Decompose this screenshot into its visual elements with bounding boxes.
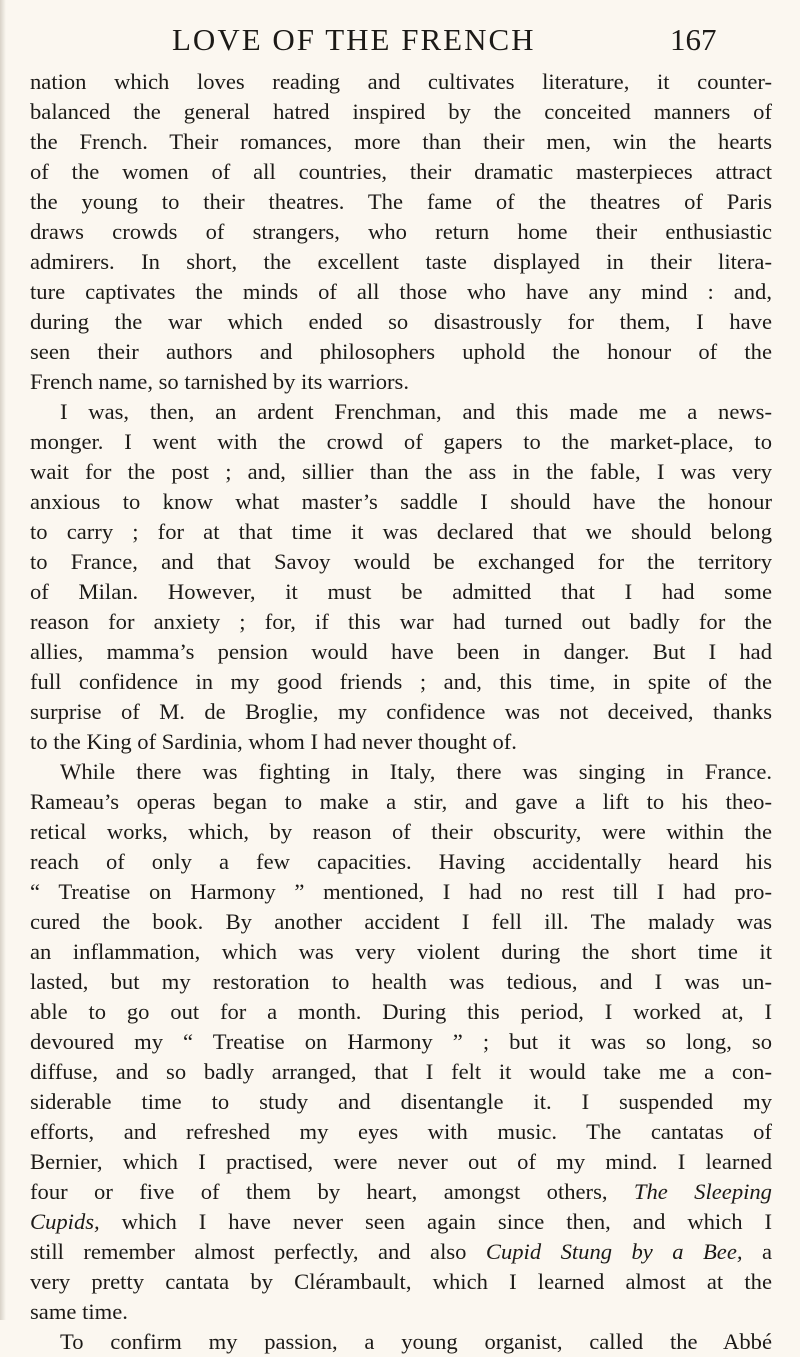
italic-title: The Sleeping — [633, 1179, 772, 1204]
text-line — [30, 1207, 772, 1237]
text-line: Bernier, which I practised, were never out of my mind. I learned — [30, 1149, 772, 1174]
text-line — [30, 1237, 772, 1267]
text-line: able to go out for a month. During this period, I worked at, I — [30, 999, 772, 1024]
text-line: retical works, which, by reason of their obscurity, were within the — [30, 819, 772, 844]
page-gutter-shadow — [0, 0, 6, 1320]
italic-title: Cupid Stung by a Bee, — [485, 1239, 743, 1264]
text-line: While there was fighting in Italy, there was singing in France. — [60, 759, 772, 784]
text-line: full confidence in my good friends ; and, this time, in spite of the — [30, 669, 772, 694]
text-line: of Milan. However, it must be admitted that I had some — [30, 579, 772, 604]
page-number: 167 — [670, 22, 717, 57]
text-run: which I have never seen again since then, and which I — [121, 1209, 772, 1234]
text-line: seen their authors and philosophers uphold the honour of the — [30, 339, 772, 364]
text-line: during the war which ended so disastrously for them, I have — [30, 309, 772, 334]
text-line: reason for anxiety ; for, if this war had turned out badly for the — [30, 609, 772, 634]
text-line: cured the book. By another accident I fell ill. The malady was — [30, 909, 772, 934]
text-line: the French. Their romances, more than their men, win the hearts — [30, 129, 772, 154]
text-line: wait for the post ; and, sillier than the ass in the fable, I was very — [30, 459, 772, 484]
text-line: devoured my “ Treatise on Harmony ” ; but it was so long, so — [30, 1029, 772, 1054]
text-line: I was, then, an ardent Frenchman, and this made me a news- — [60, 399, 772, 424]
text-run: four or five of them by heart, amongst others, — [30, 1179, 608, 1204]
text-line: French name, so tarnished by its warriors. — [30, 369, 409, 394]
text-line: an inflammation, which was very violent during the short time it — [30, 939, 772, 964]
text-line: monger. I went with the crowd of gapers to the market-place, to — [30, 429, 772, 454]
text-line: of the women of all countries, their dramatic masterpieces attract — [30, 159, 772, 184]
text-line: Rameau’s operas began to make a stir, and gave a lift to his theo- — [30, 789, 772, 814]
text-line: reach of only a few capacities. Having accidentally heard his — [30, 849, 772, 874]
text-run: a — [761, 1239, 772, 1264]
text-line: efforts, and refreshed my eyes with music. The cantatas of — [30, 1119, 772, 1144]
text-line: diffuse, and so badly arranged, that I felt it would take me a con- — [30, 1059, 772, 1084]
text-run: still remember almost perfectly, and also — [30, 1239, 467, 1264]
text-line: draws crowds of strangers, who return home their enthusiastic — [30, 219, 772, 244]
text-line: lasted, but my restoration to health was tedious, and I was un- — [30, 969, 772, 994]
italic-title: Cupids, — [30, 1209, 100, 1234]
text-line: to France, and that Savoy would be exchanged for the territory — [30, 549, 772, 574]
text-line — [30, 1177, 772, 1207]
text-line: “ Treatise on Harmony ” mentioned, I had no rest till I had pro- — [30, 879, 772, 904]
body-text — [30, 67, 772, 1357]
text-line: admirers. In short, the excellent taste displayed in their litera- — [30, 249, 772, 274]
text-line: balanced the general hatred inspired by the conceited manners of — [30, 99, 772, 124]
text-line: to the King of Sardinia, whom I had never thought of. — [30, 729, 517, 754]
text-line: same time. — [30, 1299, 128, 1324]
running-head-title: LOVE OF THE FRENCH — [172, 22, 536, 57]
text-line: the young to their theatres. The fame of the theatres of Paris — [30, 189, 772, 214]
text-line: allies, mamma’s pension would have been in danger. But I had — [30, 639, 772, 664]
text-line: nation which loves reading and cultivates literature, it counter- — [30, 69, 772, 94]
text-line: ture captivates the minds of all those who have any mind : and, — [30, 279, 772, 304]
text-line: very pretty cantata by Clérambault, which I learned almost at the — [30, 1269, 772, 1294]
text-line: To confirm my passion, a young organist, called the Abbé — [60, 1329, 772, 1354]
text-line: siderable time to study and disentangle it. I suspended my — [30, 1089, 772, 1114]
text-line: anxious to know what master’s saddle I should have the honour — [30, 489, 772, 514]
text-line: to carry ; for at that time it was declared that we should belong — [30, 519, 772, 544]
text-line: surprise of M. de Broglie, my confidence was not deceived, thanks — [30, 699, 772, 724]
